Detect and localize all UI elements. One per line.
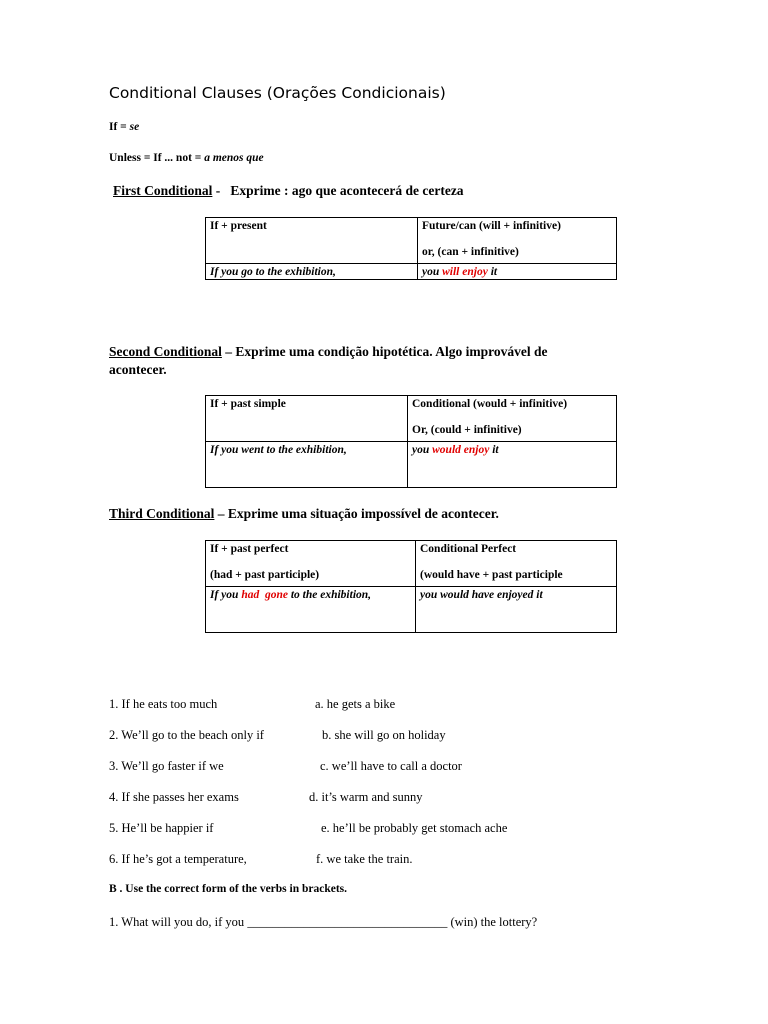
table-cell — [206, 218, 418, 264]
cell-text: Conditional Perfect — [420, 543, 517, 555]
first-sep: - — [212, 183, 231, 198]
first-conditional-desc: Exprime : ago que acontecerá de certeza — [230, 183, 464, 198]
example-text: you — [422, 266, 443, 278]
highlighted-verb: would enjoy — [432, 444, 490, 456]
cell-text: Conditional (would + infinitive) — [412, 398, 568, 410]
unless-value: a menos que — [204, 152, 264, 164]
match-left-5: 5. He’ll be happier if — [109, 821, 214, 835]
cell-text: Or, (could + infinitive) — [412, 424, 522, 436]
table-cell — [418, 264, 617, 280]
table-cell — [206, 541, 416, 587]
highlighted-verb: had gone — [241, 589, 288, 601]
table-cell — [206, 264, 418, 280]
match-right-f: f. we take the train. — [316, 852, 413, 866]
if-value: se — [129, 121, 140, 133]
example-text: If you — [210, 589, 242, 601]
unless-label: Unless = If ... not = — [109, 152, 205, 164]
exercise-text: 1. What will you do, if you — [109, 915, 248, 929]
third-conditional-title: Third Conditional — [109, 506, 215, 521]
table-cell — [416, 541, 617, 587]
table-row — [206, 442, 617, 488]
third-conditional-table — [205, 540, 617, 633]
second-conditional-table — [205, 395, 617, 488]
third-conditional-heading — [109, 506, 499, 522]
if-label: If = — [109, 121, 130, 133]
section-b-heading: B . Use the correct form of the verbs in brackets. — [109, 883, 348, 895]
cell-text: If + past simple — [210, 398, 286, 410]
cell-text — [210, 589, 411, 602]
match-right-a: a. he gets a bike — [315, 697, 396, 711]
example-text: you — [412, 444, 433, 456]
second-conditional-heading — [109, 344, 548, 360]
match-left-4: 4. If she passes her exams — [109, 790, 239, 804]
table-cell — [408, 396, 617, 442]
match-right-b: b. she will go on holiday — [322, 728, 446, 742]
if-definition — [109, 121, 139, 133]
cell-text: If you go to the exhibition, — [210, 266, 336, 278]
example-text: to the exhibition, — [287, 589, 372, 601]
match-right-d: d. it’s warm and sunny — [309, 790, 423, 804]
match-right-c: c. we’ll have to call a doctor — [320, 759, 462, 773]
exercise-text: (win) the lottery? — [447, 915, 538, 929]
first-conditional-title: First Conditional — [113, 183, 213, 198]
table-row — [206, 396, 617, 442]
table-row — [206, 541, 617, 587]
first-conditional-table — [205, 217, 617, 280]
table-cell — [206, 587, 416, 633]
match-left-1: 1. If he eats too much — [109, 697, 218, 711]
match-left-6: 6. If he’s got a temperature, — [109, 852, 247, 866]
highlighted-verb: will enjoy — [442, 266, 488, 278]
unless-definition — [109, 152, 264, 164]
first-conditional-heading — [113, 183, 464, 199]
page-title: Conditional Clauses (Orações Condicionais) — [109, 84, 446, 102]
example-text: it — [487, 266, 498, 278]
cell-text — [412, 444, 612, 457]
cell-text: you would have enjoyed it — [420, 589, 543, 601]
example-text: it — [489, 444, 499, 456]
answer-blank[interactable]: ________________________________ — [247, 915, 448, 929]
cell-text: If + past perfect — [210, 543, 289, 555]
cell-text: (had + past participle) — [210, 569, 320, 581]
table-cell — [206, 442, 408, 488]
match-left-3: 3. We’ll go faster if we — [109, 759, 224, 773]
second-conditional-desc-cont: acontecer. — [109, 362, 167, 377]
second-conditional-desc: Exprime uma condição hipotética. Algo improvável de — [235, 344, 548, 359]
match-left-2: 2. We’ll go to the beach only if — [109, 728, 264, 742]
cell-text: Future/can (will + infinitive) — [422, 220, 561, 232]
table-row — [206, 587, 617, 633]
table-row — [206, 218, 617, 264]
exercise-1 — [109, 915, 537, 930]
second-conditional-title: Second Conditional — [109, 344, 222, 359]
table-cell — [416, 587, 617, 633]
third-conditional-desc: Exprime uma situação impossível de acontecer. — [227, 506, 499, 521]
table-cell — [206, 396, 408, 442]
table-cell — [418, 218, 617, 264]
table-row — [206, 264, 617, 280]
table-cell — [408, 442, 617, 488]
second-sep: – — [221, 344, 236, 359]
cell-text — [422, 266, 612, 279]
cell-text: If + present — [210, 220, 267, 232]
match-right-e: e. he’ll be probably get stomach ache — [321, 821, 508, 835]
cell-text: or, (can + infinitive) — [422, 246, 519, 258]
cell-text: If you went to the exhibition, — [210, 444, 347, 456]
cell-text: (would have + past participle — [420, 569, 563, 581]
third-sep: – — [214, 506, 228, 521]
